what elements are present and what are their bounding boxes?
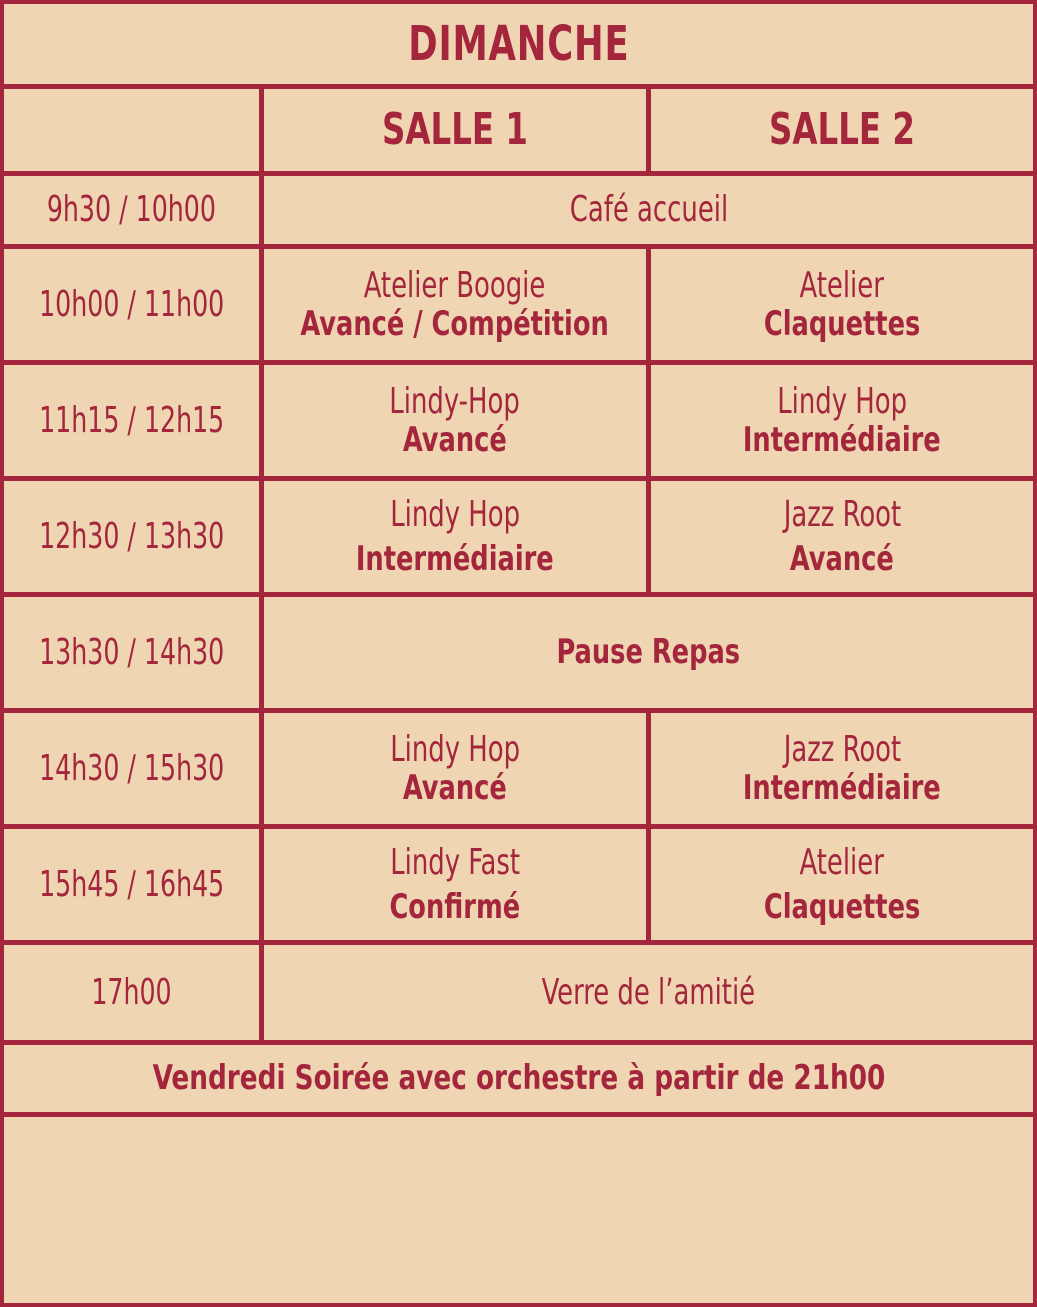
header-salle-2 bbox=[651, 89, 1033, 171]
session-salle-2 bbox=[651, 365, 1033, 476]
session-salle-1 bbox=[264, 713, 646, 824]
session-level: Intermédiaire bbox=[743, 767, 941, 808]
session-level: Avancé / Compétition bbox=[300, 303, 610, 344]
page-title-text: DIMANCHE bbox=[407, 15, 630, 72]
session-salle-1 bbox=[264, 481, 646, 592]
time-slot bbox=[4, 176, 259, 244]
time-slot bbox=[4, 365, 259, 476]
session-merged bbox=[264, 945, 1033, 1040]
session-salle-1 bbox=[264, 249, 646, 360]
session-title: Pause Repas bbox=[556, 631, 741, 672]
time-label: 9h30 / 10h00 bbox=[46, 189, 217, 231]
time-slot bbox=[4, 945, 259, 1040]
session-level: Claquettes bbox=[763, 303, 921, 344]
session-title: Atelier bbox=[799, 842, 885, 883]
session-merged bbox=[264, 176, 1033, 244]
page-title bbox=[4, 4, 1033, 84]
empty-area bbox=[4, 1117, 1033, 1303]
footer-note-text: Vendredi Soirée avec orchestre à partir de 21h00 bbox=[152, 1057, 885, 1098]
session-title: Lindy Hop bbox=[390, 729, 520, 770]
session-salle-2 bbox=[651, 481, 1033, 592]
session-level: Intermédiaire bbox=[743, 419, 941, 460]
time-slot bbox=[4, 829, 259, 940]
session-salle-1 bbox=[264, 829, 646, 940]
session-title: Atelier bbox=[799, 265, 885, 306]
session-level: Avancé bbox=[403, 767, 507, 808]
session-level: Avancé bbox=[403, 419, 507, 460]
time-slot bbox=[4, 597, 259, 708]
time-label: 14h30 / 15h30 bbox=[38, 747, 225, 789]
session-title: Café accueil bbox=[569, 189, 728, 231]
session-salle-2 bbox=[651, 829, 1033, 940]
time-label: 10h00 / 11h00 bbox=[38, 283, 225, 325]
header-salle-1-label: SALLE 1 bbox=[382, 103, 528, 155]
session-salle-1 bbox=[264, 365, 646, 476]
session-title: Lindy Fast bbox=[390, 842, 520, 883]
header-salle-1 bbox=[264, 89, 646, 171]
session-level: Intermédiaire bbox=[356, 538, 554, 579]
time-slot bbox=[4, 713, 259, 824]
session-level: Claquettes bbox=[763, 886, 921, 927]
time-slot bbox=[4, 481, 259, 592]
session-title: Atelier Boogie bbox=[364, 265, 546, 306]
time-label: 12h30 / 13h30 bbox=[38, 515, 225, 557]
time-label: 11h15 / 12h15 bbox=[38, 399, 225, 441]
session-title: Jazz Root bbox=[783, 494, 901, 535]
session-salle-2 bbox=[651, 249, 1033, 360]
time-slot bbox=[4, 249, 259, 360]
time-label: 17h00 bbox=[91, 971, 172, 1013]
time-label: 15h45 / 16h45 bbox=[38, 863, 225, 905]
session-title: Jazz Root bbox=[783, 729, 901, 770]
session-title: Verre de l’amitié bbox=[541, 971, 756, 1013]
session-title: Lindy-Hop bbox=[389, 381, 521, 422]
session-level: Avancé bbox=[790, 538, 894, 579]
header-salle-2-label: SALLE 2 bbox=[769, 103, 915, 155]
time-label: 13h30 / 14h30 bbox=[38, 631, 225, 673]
session-title: Lindy Hop bbox=[777, 381, 907, 422]
footer-note bbox=[4, 1045, 1033, 1112]
session-level: Confirmé bbox=[389, 886, 521, 927]
session-salle-2 bbox=[651, 713, 1033, 824]
session-title: Lindy Hop bbox=[390, 494, 520, 535]
session-merged bbox=[264, 597, 1033, 708]
